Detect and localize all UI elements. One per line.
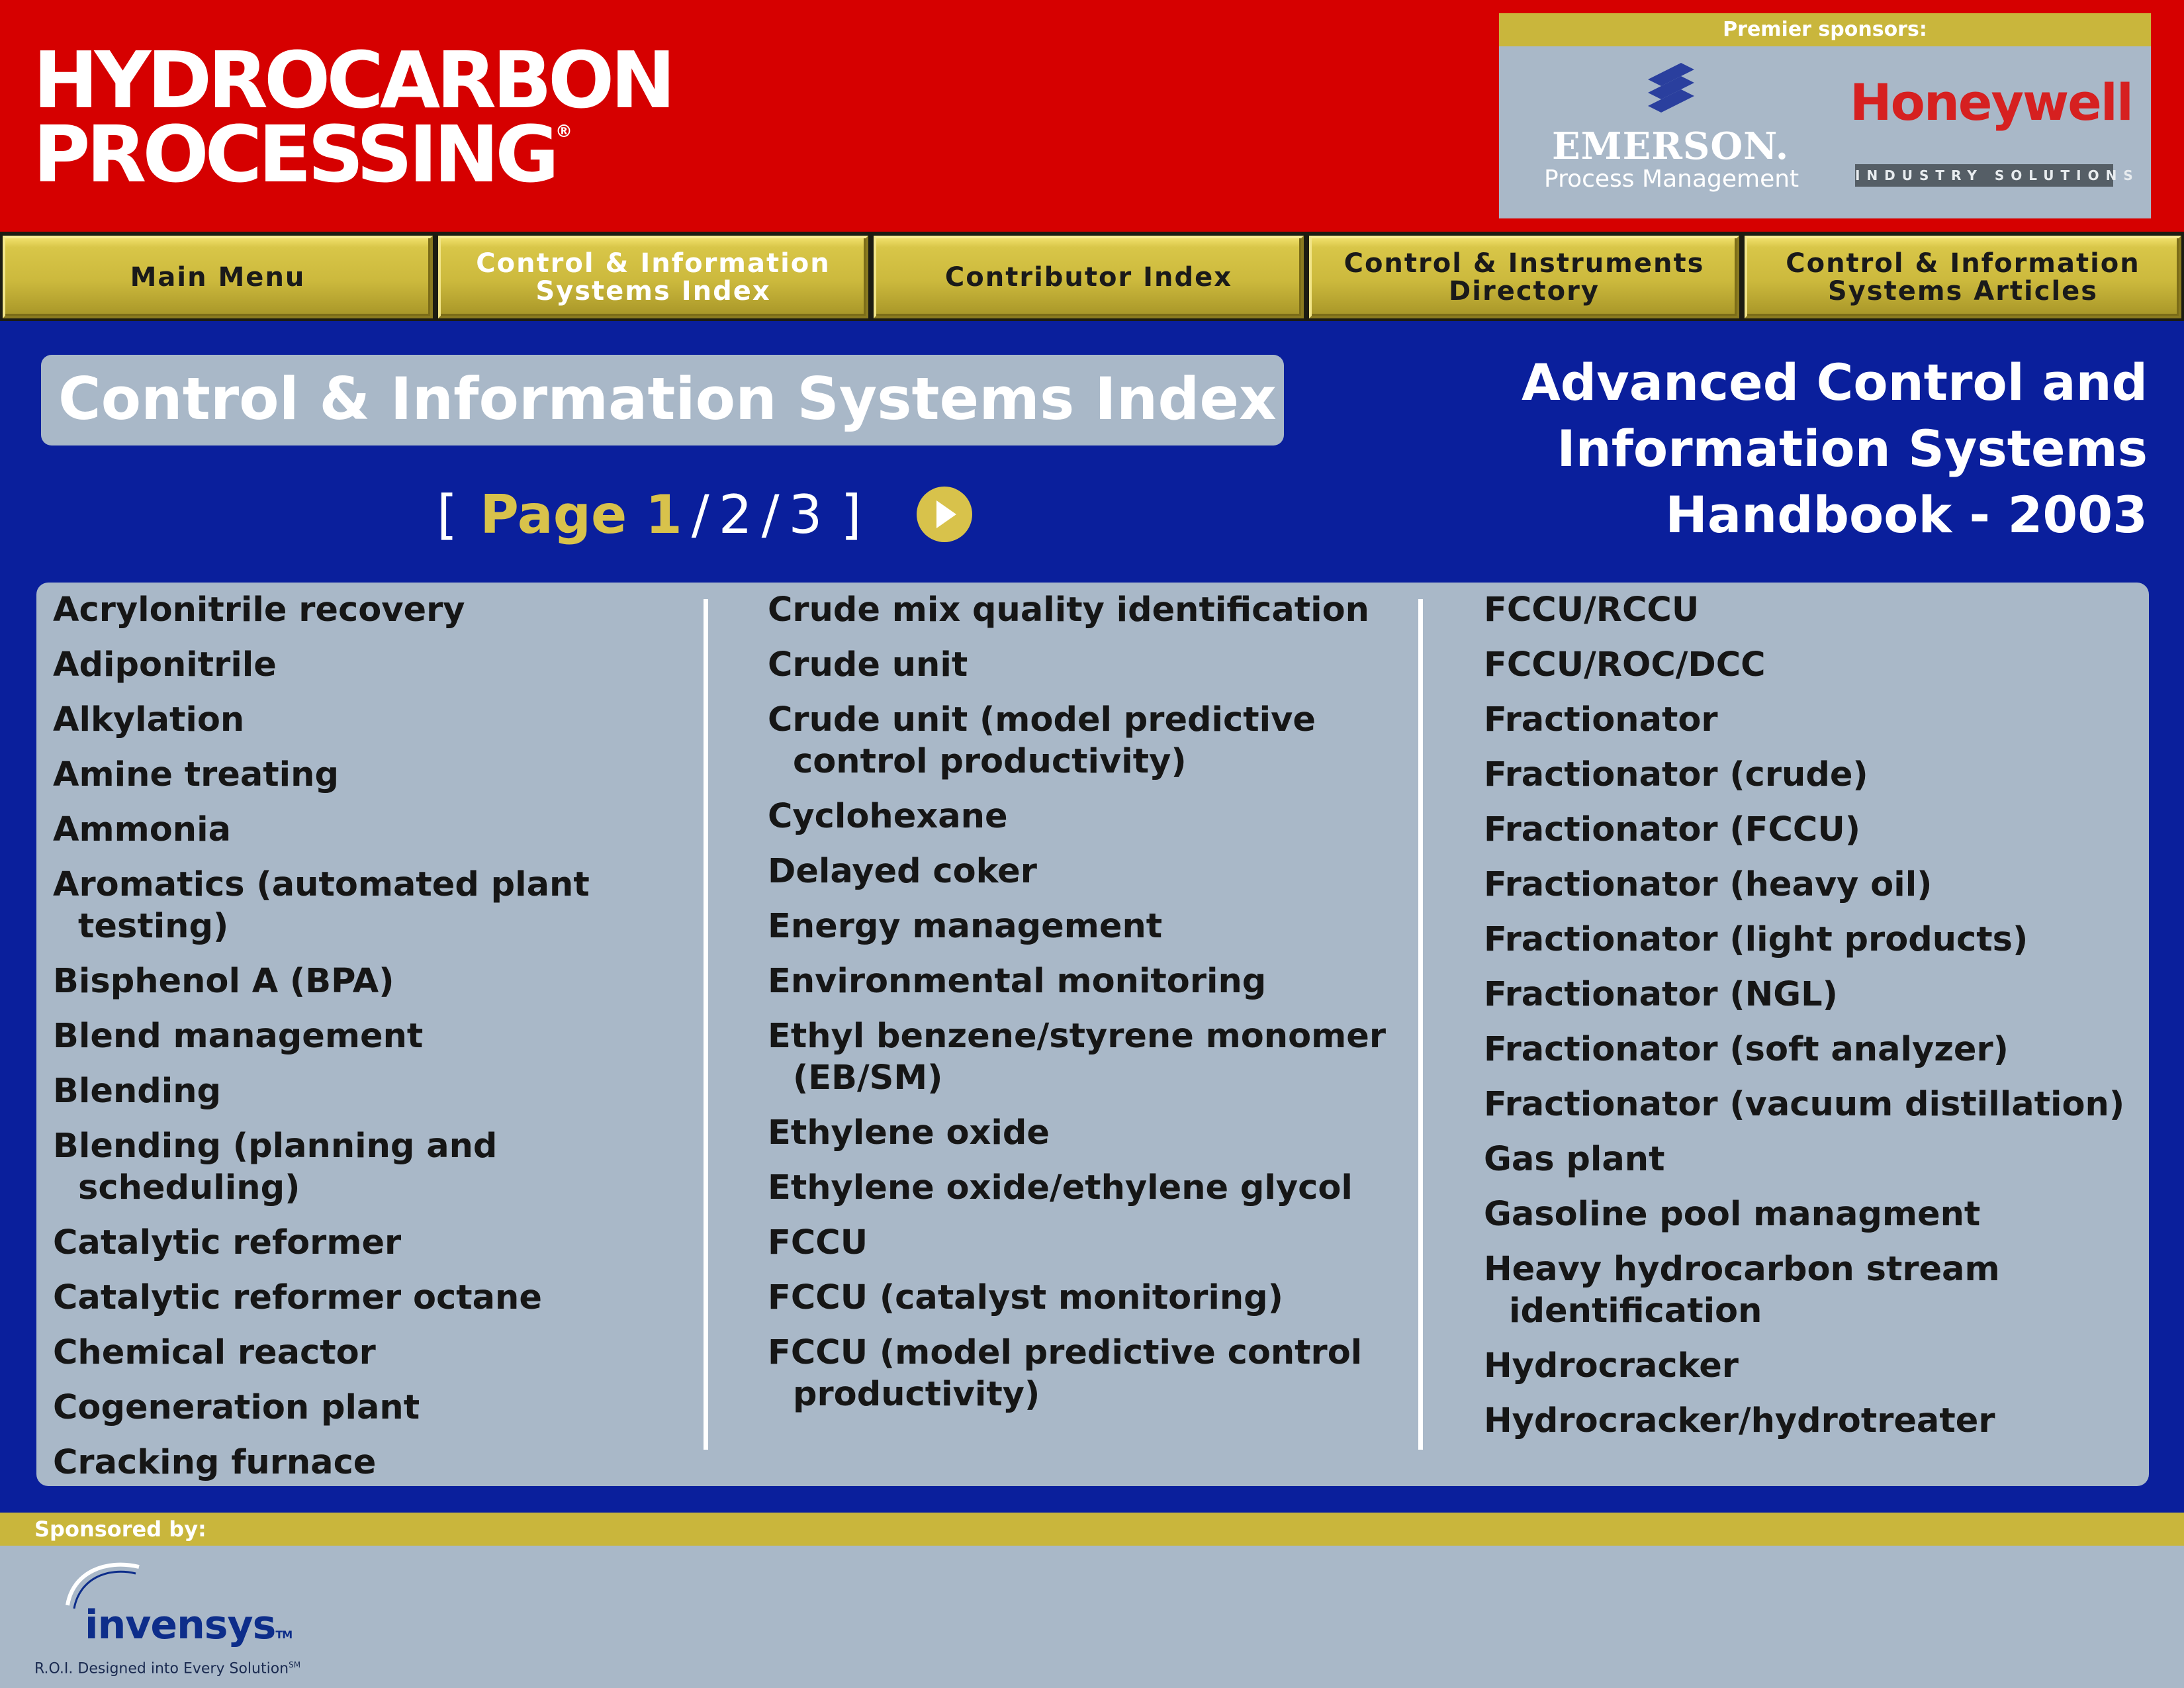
index-item[interactable]: Cyclohexane [768,797,1008,836]
index-item[interactable]: Chemical reactor [53,1333,376,1372]
index-item[interactable]: Adiponitrile [53,645,277,684]
index-item[interactable]: Crude unit [768,645,968,684]
index-item[interactable]: Ammonia [53,810,231,849]
index-item[interactable]: Gasoline pool managment [1484,1195,1981,1234]
nav-cis-articles[interactable] [1745,236,2181,318]
index-item[interactable]: Aromatics (automated plant testing) [53,865,590,946]
column-divider [704,599,708,1450]
index-item[interactable]: Environmental monitoring [768,962,1267,1001]
index-item[interactable]: Ethylene oxide/ethylene glycol [768,1168,1353,1207]
premier-sponsors-label: Premier sponsors: [1499,13,2151,46]
nav-instruments-directory[interactable] [1309,236,1739,318]
index-item[interactable]: Fractionator (FCCU) [1484,810,1861,849]
index-column-1 [53,589,702,1497]
pagination [437,478,862,551]
index-item[interactable]: Acrylonitrile recovery [53,590,465,630]
index-column-3 [1484,589,2132,1455]
index-item[interactable]: Catalytic reformer [53,1223,402,1262]
invensys-tagline: R.O.I. Designed into Every Solution℠ [34,1660,301,1677]
registered-mark: ® [555,122,573,142]
index-item[interactable]: Fractionator (vacuum distillation) [1484,1085,2125,1124]
index-item[interactable]: Gas plant [1484,1140,1665,1179]
honeywell-name: Honeywell [1850,73,2132,132]
index-item[interactable]: Crude mix quality identification [768,590,1369,630]
index-item[interactable]: FCCU (model predictive control productivity) [768,1333,1363,1414]
index-item[interactable]: Fractionator [1484,700,1718,739]
premier-sponsors [1499,13,2151,218]
pager-page-2[interactable]: 2 [718,483,752,545]
brand-title-line1: HYDROCARBON [33,34,672,126]
sponsored-by-label: Sponsored by: [34,1517,206,1542]
index-item[interactable]: Catalytic reformer octane [53,1278,542,1317]
index-item[interactable]: Fractionator (light products) [1484,920,2028,959]
index-column-2 [768,589,1403,1429]
index-item[interactable]: Amine treating [53,755,339,794]
index-item[interactable]: Fractionator (heavy oil) [1484,865,1933,904]
index-item[interactable]: Blending (planning and scheduling) [53,1127,498,1207]
emerson-logo-icon [1641,60,1701,126]
footer [0,1546,2184,1688]
index-item[interactable]: Heavy hydrocarbon stream identification [1484,1250,2000,1331]
next-page-play-icon[interactable] [917,487,972,542]
index-item[interactable]: Ethyl benzene/styrene monomer (EB/SM) [768,1017,1386,1098]
pager-open-bracket: [ [437,483,458,545]
nav-contributor-index[interactable] [874,236,1304,318]
nav-cis-index-label: Control & Information Systems Index [476,248,831,306]
index-item[interactable]: Bisphenol A (BPA) [53,962,394,1001]
index-item[interactable]: FCCU/ROC/DCC [1484,645,1766,684]
pager-separator: / [761,483,780,545]
index-item[interactable]: Fractionator (crude) [1484,755,1868,794]
index-item[interactable]: Fractionator (soft analyzer) [1484,1030,2009,1069]
honeywell-subtitle: INDUSTRY SOLUTIONS [1855,164,2113,187]
page-title: Control & Information Systems Index [58,365,1277,433]
emerson-name: EMERSON. [1552,124,1790,168]
pager-current-page: Page 1 [480,483,682,545]
nav-cis-index[interactable] [438,236,868,318]
index-item[interactable]: Cogeneration plant [53,1388,420,1427]
index-item[interactable]: Cracking furnace [53,1443,377,1482]
index-item[interactable]: FCCU [768,1223,868,1262]
index-item[interactable]: Blending [53,1072,222,1111]
handbook-title: Advanced Control and Information Systems Handbook - 2003 [1521,353,2148,544]
index-item[interactable]: Ethylene oxide [768,1113,1050,1152]
index-item[interactable]: Hydrocracker [1484,1346,1739,1385]
index-item[interactable]: Hydrocracker/hydrotreater [1484,1401,1995,1440]
pager-page-3[interactable]: 3 [788,483,823,545]
index-item[interactable]: Blend management [53,1017,424,1056]
footer-sponsor-bar [0,1513,2184,1546]
index-item[interactable]: Fractionator (NGL) [1484,975,1838,1014]
index-item[interactable]: Delayed coker [768,852,1037,891]
nav-main-menu[interactable] [3,236,433,318]
index-item[interactable]: Alkylation [53,700,245,739]
index-item[interactable]: FCCU (catalyst monitoring) [768,1278,1283,1317]
index-item[interactable]: FCCU/RCCU [1484,590,1700,630]
emerson-subtitle: Process Management [1544,165,1799,193]
nav-bar [0,232,2184,321]
pager-close-bracket: ] [841,483,862,545]
pager-separator: / [691,483,709,545]
nav-contributor-index-label: Contributor Index [944,261,1233,293]
brand-title-line2: PROCESSING® [33,109,573,200]
column-divider [1418,599,1423,1450]
index-item[interactable]: Energy management [768,907,1163,946]
nav-instruments-directory-label: Control & Instruments Directory [1343,248,1705,306]
invensys-logo: invensysTM [85,1602,293,1648]
nav-cis-articles-label: Control & Information Systems Articles [1786,248,2140,306]
index-item[interactable]: Crude unit (model predictive control productivity) [768,700,1316,781]
nav-main-menu-label: Main Menu [130,261,306,293]
